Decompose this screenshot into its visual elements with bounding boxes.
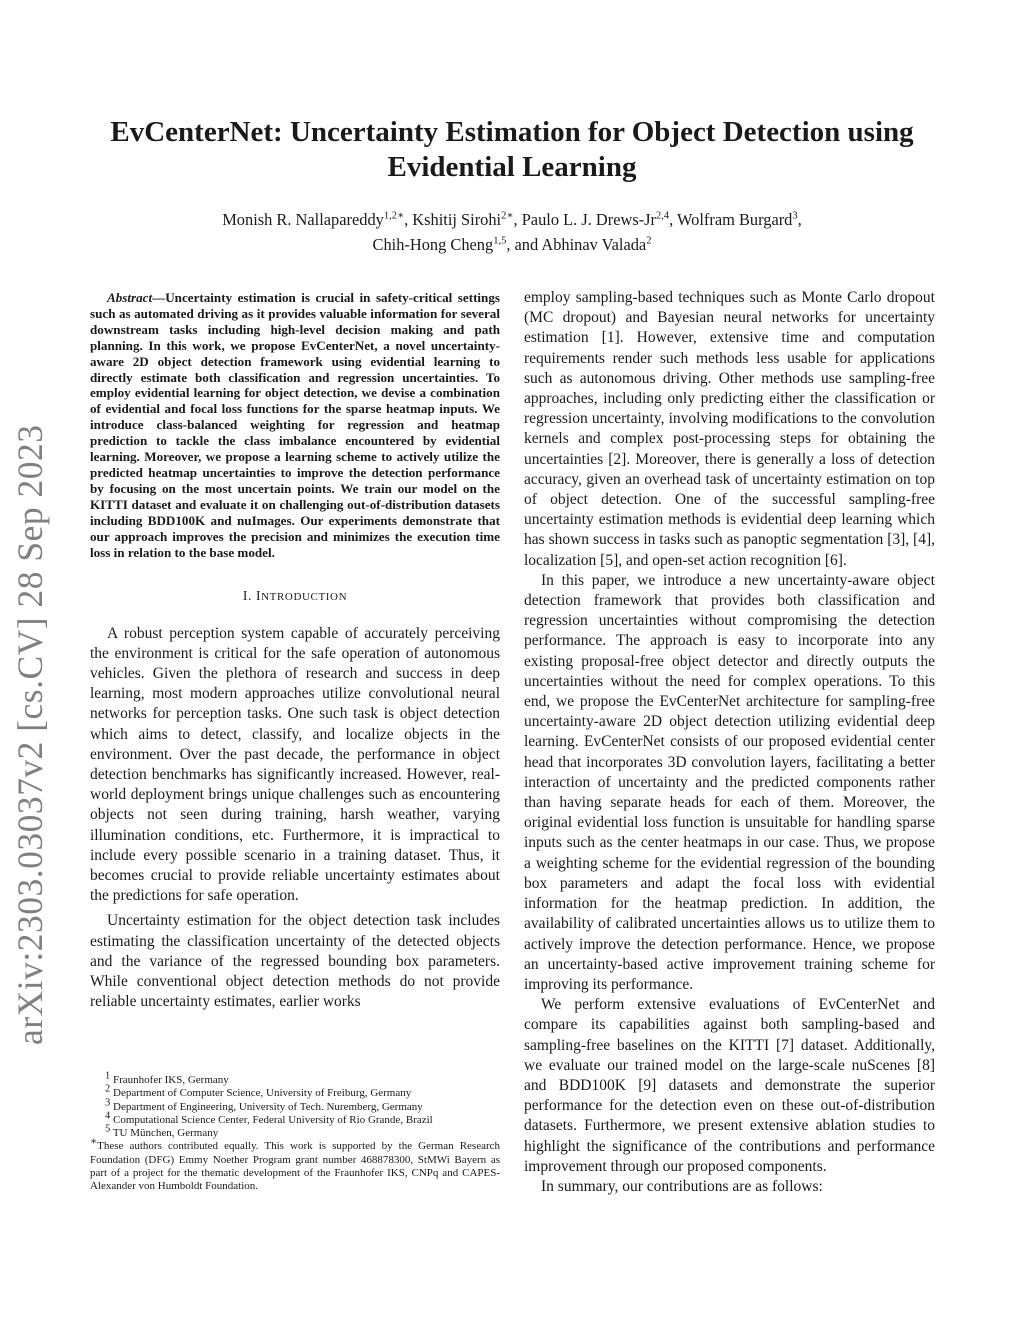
abstract xyxy=(90,290,500,560)
author-name: Chih-Hong Cheng xyxy=(372,235,494,254)
paper-title xyxy=(100,115,924,185)
paragraph: Uncertainty estimation for the object detection task includes estimating the classification uncertainty of the detected objects and the variance of the regressed bounding box parameters. While conventional object detection methods do not provide reliable uncertainty estimates, earlier works xyxy=(90,912,500,1011)
title-line-1: EvCenterNet: Uncertainty Estimation for Object Detection using xyxy=(110,116,914,148)
section-name: NTRODUCTION xyxy=(261,591,348,604)
author-name: , and Abhinav Valada xyxy=(506,235,647,254)
paragraph: We perform extensive evaluations of EvCenterNet and compare its capabilities against both sampling-based and sampling-free baselines on the KITTI [7] dataset. Additionally, we evaluate our trained model on the large-scale nuScenes [8] and BDD100K [9] datasets and demonstrate the superior performance for the detection even on these out-of-distribution datasets. Furthermore, we present extensive ablation studies to highlight the significance of the contributions and performance improvement through our proposed components. xyxy=(524,996,935,1175)
author-affiliation: 2,4 xyxy=(656,210,670,222)
author-name: , Kshitij Sirohi xyxy=(404,210,502,229)
paragraph: In summary, our contributions are as follows: xyxy=(541,1177,823,1195)
footnote xyxy=(90,1110,500,1127)
footnote-text: Fraunhofer IKS, Germany xyxy=(113,1074,229,1086)
footnote-mark: 1 xyxy=(105,1070,111,1082)
paragraph: employ sampling-based techniques such as Monte Carlo dropout (MC dropout) and Bayesian neural networks for uncertainty estimation [1]. However, extensive time and computation requirements render such methods less usable for applications such as autonomous driving. Other methods use sampling-free approaches, including only predicting either the classification or regression uncertainty, involving modifications to the convolution kernels and complex post-processing steps for obtaining the uncertainties [2]. Moreover, there is generally a loss of detection accuracy, given an overhead task of uncertainty estimation on top of object detection. One of the successful sampling-free uncertainty estimation methods is evidential deep learning which has shown success in tasks such as panoptic segmentation [3], [4], localization [5], and open-set action recognition [6]. xyxy=(524,289,935,569)
footnote-text: Department of Computer Science, University of Freiburg, Germany xyxy=(113,1087,412,1100)
author-affiliation: 1,5 xyxy=(493,235,507,247)
title-line-2: Evidential Learning xyxy=(387,151,637,183)
paragraph: In this paper, we introduce a new uncertainty-aware object detection framework that provides both classification and regression uncertainties without compromising the detection performance. The approach is easy to incorporate into any existing proposal-free object detector and directly outputs the uncertainties without the need for complex operations. To this end, we propose the EvCenterNet architecture for sampling-free uncertainty-aware 2D object detection utilizing evidential deep learning. EvCenterNet consists of our proposed evidential center head that incorporates 3D convolution layers, facilitating a better interaction of uncertainty and the predicted components rather than having separate heads for each of them. Moreover, the original evidential loss function is unsuitable for handling sparse inputs such as the center heatmaps in our case. Thus, we propose a weighting scheme for the evidential regression of the bounding box parameters and adapt the focal loss with evidential information for the heatmap prediction. In addition, the availability of calibrated uncertainties allows us to utilize them to actively improve the detection performance. Hence, we propose an uncertainty-based active improvement training scheme for improving its performance. xyxy=(524,571,935,993)
footnote-mark: 2 xyxy=(105,1083,111,1095)
footnote xyxy=(90,1123,500,1140)
author-separator: , xyxy=(797,210,802,229)
section-heading xyxy=(90,586,500,607)
author-affiliation: 1,2∗ xyxy=(383,210,405,222)
paragraph: A robust perception system capable of accurately perceiving the environment is critical for the safe operation of autonomous vehicles. Given the plethora of research and success in deep learning, most modern approaches utilize convolutional neural networks for perception tasks. One such task is object detection which aims to detect, classify, and localize objects in the environment. Over the past decade, the performance in object detection benchmarks has significantly increased. However, real-world deployment brings unique challenges such as encountering objects not seen during training, harsh weather, varying illumination conditions, etc. Furthermore, it is impractical to include every possible scenario in a training dataset. Thus, it becomes crucial to provide reliable uncertainty estimates about the predictions for safe operation. xyxy=(90,624,500,905)
footnote-text: Department of Engineering, University of Tech. Nuremberg, Germany xyxy=(113,1100,423,1113)
author-name: , Paulo L. J. Drews-Jr xyxy=(513,210,656,229)
funding-note xyxy=(90,1136,500,1193)
footnote-text: Computational Science Center, Federal University of Rio Grande, Brazil xyxy=(113,1113,433,1126)
author-name: Monish R. Nallapareddy xyxy=(222,210,384,229)
abstract-dash: — xyxy=(152,290,166,305)
footnote xyxy=(90,1083,500,1100)
abstract-label: Abstract xyxy=(107,290,153,305)
author-affiliation: 2 xyxy=(646,235,652,247)
author-name: , Wolfram Burgard xyxy=(669,210,793,229)
footnote xyxy=(90,1070,500,1087)
footnotes xyxy=(90,1070,500,1194)
author-line-1 xyxy=(100,207,924,232)
author-list xyxy=(100,207,924,257)
footnote xyxy=(90,1096,500,1114)
footnote-text: These authors contributed equally. This work is supported by the German Research Foundation (DFG) Emmy Noether Program grant number 468878300, StMWi Bayern as part of a project for the thematic development of the Fraunhofer IKS, CNPq and CAPES-Alexander von Humboldt Foundation. xyxy=(90,1140,500,1193)
footnote-mark: 5 xyxy=(105,1123,111,1135)
footnote-mark: 4 xyxy=(105,1110,111,1122)
section-number: I. xyxy=(242,588,256,604)
right-column xyxy=(524,288,935,1197)
author-affiliation: 2∗ xyxy=(501,210,514,222)
footnote-text: TU München, Germany xyxy=(112,1127,219,1140)
left-column xyxy=(90,290,500,1012)
section-initial: I xyxy=(255,588,262,604)
arxiv-identifier: arXiv:2303.03037v2 [cs.CV] 28 Sep 2023 xyxy=(10,424,50,1045)
author-line-2 xyxy=(100,232,924,257)
abstract-text: Uncertainty estimation is crucial in safety-critical settings such as automated driving as it provides valuable information for several downstream tasks including high-level decision making and path planning. In this work, we propose EvCenterNet, a novel uncertainty-aware 2D object detection framework using evidential learning to directly estimate both classification and regression uncertainties. To employ evidential learning for object detection, we devise a combination of evidential and focal loss functions for the sparse heatmap inputs. We introduce class-balanced weighting for regression and heatmap prediction to tackle the class imbalance encountered by evidential learning. Moreover, we propose a learning scheme to actively utilize the predicted heatmap uncertainties to improve the detection performance by focusing on the most uncertain points. We train our model on the KITTI dataset and evaluate it on challenging out-of-distribution datasets including BDD100K and nuImages. Our experiments demonstrate that our approach improves the precision and minimizes the execution time loss in relation to the base model. xyxy=(90,290,500,560)
author-affiliation: 3 xyxy=(792,210,798,222)
footnote-mark: 3 xyxy=(105,1096,111,1108)
footnote-mark: ∗ xyxy=(90,1136,98,1148)
